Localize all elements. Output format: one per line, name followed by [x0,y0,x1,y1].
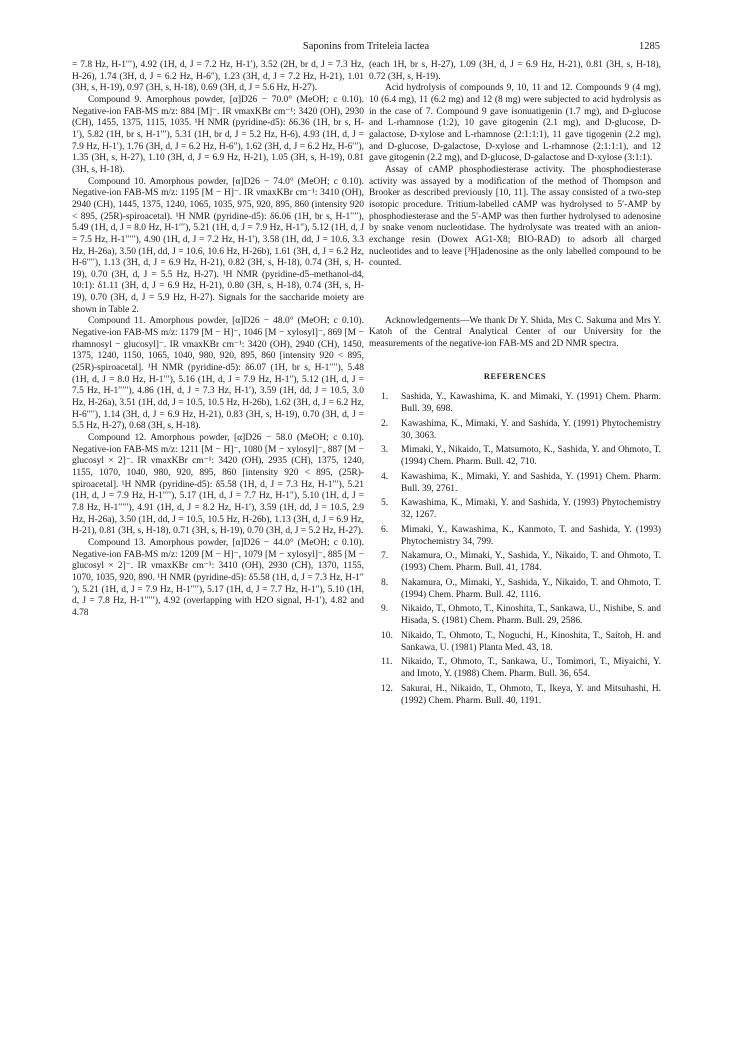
reference-item [369,525,661,548]
compound-12-paragraph: Compound 12. Amorphous powder, [α]D26 − 58.0 (MeOH; c 0.10). Negative-ion FAB-MS m/z: 1211 [M − H]⁻, 1080 [M − xylosyl]⁻, 887 [M − glucosyl × 2]⁻. IR νmaxKBr cm⁻¹: 3420 (OH), 2935 (CH), 1375, 1240, 1155, 1070, 1040, 980, 920, 895, 860 [intensity 920 < 895, (25R)-spiroacetal]. ¹H NMR (pyridine-d5): δ5.58 (1H, d, J = 7.3 Hz, H-1′′′), 5.21 (1H, d, J = 7.9 Hz, H-1′′′′), 5.17 (1H, d, J = 7.7 Hz, H-1″), 5.10 (1H, d, J = 7.8 Hz, H-1′′′′′), 4.91 (1H, d, J = 8.2 Hz, H-1′), 3.59 (1H, dd, J = 10.5, 2.9 Hz, H-26a), 3.50 (1H, dd, J = 10.5, 10.5 Hz, H-26b), 1.13 (3H, d, J = 6.9 Hz, H-21), 0.81 (3H, s, H-18), 0.71 (3H, s, H-19), 0.70 (3H, d, J = 5.2 Hz, H-27). [72,433,364,537]
compound-13-continuation: (each 1H, br s, H-27), 1.09 (3H, d, J = 6.9 Hz, H-21), 0.81 (3H, s, H-18), 0.72 (3H, s, H-19). [369,60,661,82]
reference-item [369,472,661,495]
running-head [72,40,660,54]
reference-number: 6. [381,524,389,535]
reference-number: 9. [381,604,389,615]
compound-9-paragraph: Compound 9. Amorphous powder, [α]D26 − 70.0° (MeOH; c 0.10). Negative-ion FAB-MS m/z: 884 [M]⁻. IR νmaxKBr cm⁻¹: 3420 (OH), 2930 (CH), 1455, 1375, 1115, 1035. ¹H NMR (pyridine-d5): δ6.36 (1H, br s, H-1′), 5.82 (1H, br s, H-1′′′), 5.31 (1H, br d, J = 5.2 Hz, H-6), 4.93 (1H, d, J = 7.9 Hz, H-1′), 1.76 (3H, d, J = 6.2 Hz, H-6″), 1.62 (3H, d, J = 6.2 Hz, H-6′′′), 1.35 (3H, s, H-27), 1.10 (3H, d, J = 6.9 Hz, H-21), 1.05 (3H, s, H-19), 0.81 (3H, s, H-18). [72,94,364,175]
compound-11-paragraph: Compound 11. Amorphous powder, [α]D26 − 48.0° (MeOH; c 0.10). Negative-ion FAB-MS m/z: 1179 [M − H]⁻, 1046 [M − xylosyl]⁻, 869 [M − rhamnosyl − glucosyl]⁻. IR νmaxKBr cm⁻¹: 3420 (OH), 2940 (CH), 1450, 1375, 1240, 1150, 1065, 1040, 980, 920, 895, 860 [intensity 920 < 895, (25R)-spiroacetal]. ¹H NMR (pyridine-d5): δ6.07 (1H, br s, H-1′′′′), 5.48 (1H, d, J = 8.0 Hz, H-1′′′), 5.16 (1H, d, J = 7.9 Hz, H-1″), 5.12 (1H, d, J = 7.5 Hz, H-1′′′′′), 4.86 (1H, d, J = 7.3 Hz, H-1′), 3.59 (1H, dd, J = 10.5, 3.0 Hz, H-26a), 3.51 (1H, dd, J = 10.5, 10.5 Hz, H-26b), 1.62 (3H, d, J = 6.2 Hz, H-6′′′′), 1.14 (3H, d, J = 6.9 Hz, H-21), 0.83 (3H, s, H-19), 0.70 (3H, d, J = 5.5 Hz, H-27), 0.68 (3H, s, H-18). [72,316,364,432]
reference-list [369,392,661,707]
running-title: Saponins from Triteleia lactea [302,41,430,52]
reference-number: 10. [381,630,393,641]
reference-item [369,419,661,442]
camp-assay-paragraph: Assay of cAMP phosphodiesterase activity. The phosphodiesterase activity was assayed by a modification of the method of Thompson and Brooker as described previously [10, 11]. The assay consisted of a two-step isotopic procedure. Tritium-labelled cAMP was hydrolysed to 5′-AMP by phosphodiesterase and the 5′-AMP was then further hydrolysed to adenosine by snake venom nucleotidase. The hydrolysate was treated with an anion-exchange resin (Dowex AG1-X8; BIO-RAD) to adsorb all charged nucleotides and to leave [³H]adenosine as the only labelled compound to be counted. [369,164,661,269]
reference-item [369,445,661,468]
reference-item [369,578,661,601]
reference-number: 12. [381,683,393,694]
reference-item [369,551,661,574]
reference-item [369,604,661,627]
reference-text: Mimaki, Y., Nikaido, T., Matsumoto, K., Sashida, Y. and Ohmoto, T. (1994) Chem. Pharm. Bull. 42, 710. [401,445,661,468]
reference-text: Nakamura, O., Mimaki, Y., Sashida, Y., Nikaido, T. and Ohmoto, T. (1993) Chem. Pharm. Bull. 41, 1784. [401,551,661,574]
reference-item [369,684,661,707]
reference-item [369,631,661,654]
acknowledgements: Acknowledgements—We thank Dr Y. Shida, Mrs C. Sakuma and Mrs Y. Katoh of the Central Analytical Center of our University for the measurements of the negative-ion FAB-MS and 2D NMR spectra. [369,315,661,350]
reference-number: 11. [381,657,393,668]
reference-number: 4. [381,471,389,482]
reference-item [369,498,661,521]
reference-text: Kawashima, K., Mimaki, Y. and Sashida, Y. (1993) Phytochemistry 32, 1267. [401,498,661,521]
reference-number: 1. [381,392,389,403]
compound-13-paragraph: Compound 13. Amorphous powder, [α]D26 − 44.0° (MeOH; c 0.10). Negative-ion FAB-MS m/z: 1209 [M − H]⁻, 1079 [M − xylosyl]⁻, 885 [M − glucosyl × 2]⁻. IR νmaxKBr cm⁻¹: 3410 (OH), 2930 (CH), 1370, 1155, 1070, 1035, 920, 890. ¹H NMR (pyridine-d5): δ5.58 (1H, d, J = 7.3 Hz, H-1′′′), 5.21 (1H, d, J = 7.9 Hz, H-1′′′′), 5.17 (1H, d, J = 7.7 Hz, H-1″), 5.10 (1H, d, J = 7.8 Hz, H-1′′′′′), 4.92 (overlapping with H2O signal, H-1′), 4.82 and 4.78 [72,537,364,618]
left-column [72,60,364,620]
reference-text: Sakurai, H., Nikaido, T., Ohmoto, T., Ikeya, Y. and Mitsuhashi, H. (1992) Chem. Pharm. Bull. 40, 1191. [401,683,661,706]
compound-8-nmr-continuation: = 7.8 Hz, H-1′′′), 4.92 (1H, d, J = 7.2 Hz, H-1′), 3.52 (2H, br d, J = 7.3 Hz, H-26), 1.74 (3H, d, J = 6.2 Hz, H-6″), 1.23 (3H, d, J = 7.2 Hz, H-21), 1.01 (3H, s, H-19), 0.97 (3H, s, H-18), 0.69 (3H, d, J = 5.6 Hz, H-27). [72,60,364,94]
reference-item [369,392,661,415]
reference-text: Kawashima, K., Mimaki, Y. and Sashida, Y. (1991) Phytochemistry 30, 3063. [401,418,661,441]
references-heading: REFERENCES [483,371,547,381]
reference-number: 3. [381,445,389,456]
compound-10-paragraph: Compound 10. Amorphous powder, [α]D26 − 74.0° (MeOH; c 0.10). Negative-ion FAB-MS m/z: 1195 [M − H]⁻. IR νmaxKBr cm⁻¹: 3410 (OH), 2940 (CH), 1445, 1375, 1240, 1065, 1035, 975, 920, 895, 860 (intensity 920 < 895, (25R)-spiroacetal). ¹H NMR (pyridine-d5): δ6.06 (1H, br s, H-1′′′′), 5.49 (1H, d, J = 8.0 Hz, H-1′′′), 5.21 (1H, d, J = 7.9 Hz, H-1″), 5.12 (1H, d, J = 7.5 Hz, H-1′′′′′), 4.90 (1H, d, J = 7.2 Hz, H-1′), 3.58 (1H, dd, J = 10.6, 3.3 Hz, H-26a), 3.50 (1H, dd, J = 10.6, 10.6 Hz, H-26b), 1.61 (3H, d, J = 6.2 Hz, H-6′′′′), 1.13 (3H, d, J = 6.9 Hz, H-21), 0.82 (3H, s, H-18), 0.74 (3H, s, H-19), 0.70 (3H, d, J = 5.5 Hz, H-27). ¹H NMR (pyridine-d5–methanol-d4, 10:1): δ1.11 (3H, d, J = 6.9 Hz, H-21), 0.80 (3H, s, H-18), 0.74 (3H, s, H-19), 0.70 (3H, d, J = 5.9 Hz, H-27). Signals for the saccharide moiety are shown in Table 2. [72,176,364,315]
page-number: 1285 [639,41,660,52]
reference-text: Nikaido, T., Ohmoto, T., Kinoshita, T., Sankawa, U., Nishibe, S. and Hisada, S. (1981) Chem. Pharm. Bull. 29, 2586. [401,604,661,627]
acid-hydrolysis-paragraph: Acid hydrolysis of compounds 9, 10, 11 and 12. Compounds 9 (4 mg), 10 (6.4 mg), 11 (6.2 mg) and 12 (8 mg) were subjected to acid hydrolysis as in the case of 7. Compound 9 gave isonuatigenin (1.7 mg), and D-glucose and L-rhamnose (1:2), 10 gave gitogenin (2.1 mg), and D-glucose, D-galactose, D-xylose and L-rhamnose (2:1:1:1), 11 gave tigogenin (2.2 mg), and D-glucose, D-galactose, D-xylose and L-rhamnose (2:1:1:1), and 12 gave gitogenin (2.2 mg), and D-glucose, D-galactose and D-xylose (3:1:1). [369,83,661,164]
reference-item [369,657,661,680]
reference-text: Kawashima, K., Mimaki, Y. and Sashida, Y. (1991) Chem. Pharm. Bull. 39, 2761. [401,471,661,494]
reference-number: 5. [381,498,389,509]
reference-number: 7. [381,551,389,562]
reference-number: 2. [381,418,389,429]
reference-text: Nikaido, T., Ohmoto, T., Sankawa, U., Tomimori, T., Miyaichi, Y. and Imoto, Y. (1988) Chem. Pharm. Bull. 36, 654. [401,657,661,680]
reference-text: Sashida, Y., Kawashima, K. and Mimaki, Y. (1991) Chem. Pharm. Bull. 39, 698. [401,392,661,415]
reference-text: Nikaido, T., Ohmoto, T., Noguchi, H., Kinoshita, T., Saitoh, H. and Sankawa, U. (1981) Planta Med. 43, 18. [401,630,661,653]
right-column [369,60,661,710]
reference-text: Nakamura, O., Mimaki, Y., Sashida, Y., Nikaido, T. and Ohmoto, T. (1994) Chem. Pharm. Bull. 42, 1116. [401,577,661,600]
reference-number: 8. [381,577,389,588]
reference-text: Mimaki, Y., Kawashima, K., Kanmoto, T. and Sashida, Y. (1993) Phytochemistry 34, 799. [401,524,661,547]
